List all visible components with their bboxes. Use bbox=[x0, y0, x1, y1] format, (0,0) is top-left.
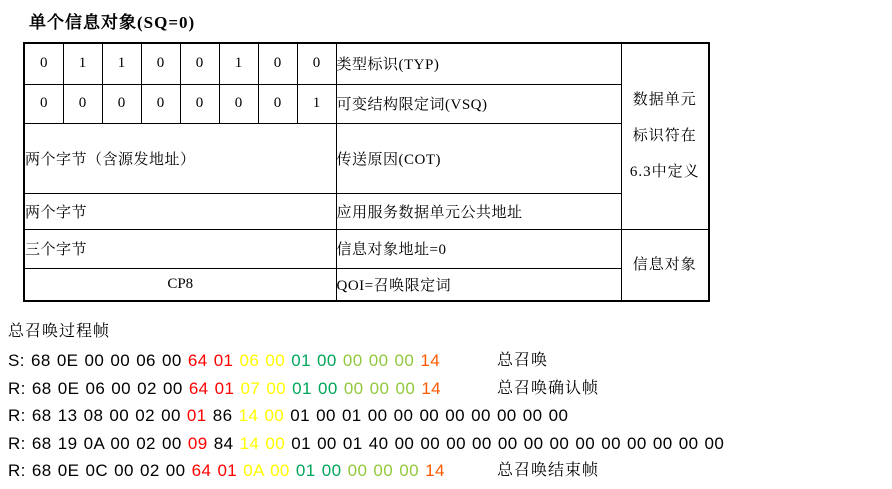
table-row-cot bbox=[24, 123, 709, 193]
table-row-qoi bbox=[24, 268, 709, 301]
hex-frame-line bbox=[8, 347, 888, 375]
hex-segment-black: S: 68 0E 00 00 06 00 bbox=[8, 351, 188, 370]
frame-log bbox=[8, 320, 888, 485]
hex-segment-black: R: 68 0E 06 00 02 00 bbox=[8, 378, 189, 398]
cot-label: 传送原因(COT) bbox=[336, 123, 621, 193]
vsq-bit-5: 0 bbox=[219, 84, 258, 123]
hex-segment-orange: 14 bbox=[421, 378, 442, 398]
hex-segment-red: 64 01 bbox=[188, 378, 241, 398]
typ-bit-3: 0 bbox=[141, 43, 180, 84]
information-object-note-line: 信息对象 bbox=[632, 256, 697, 273]
hex-frame-line bbox=[8, 375, 888, 403]
typ-bit-4: 0 bbox=[180, 43, 219, 84]
object-address-label: 信息对象地址=0 bbox=[336, 229, 621, 268]
typ-label: 类型标识(TYP) bbox=[336, 43, 621, 84]
hex-segment-black: R: 68 19 0A 00 02 00 bbox=[8, 433, 188, 453]
table-row-vsq bbox=[24, 84, 709, 123]
typ-bit-5: 1 bbox=[219, 43, 258, 84]
table-row-object-address bbox=[24, 229, 709, 268]
hex-segment-red: 64 01 bbox=[187, 351, 240, 370]
vsq-bit-6: 0 bbox=[258, 84, 297, 123]
hex-segment-yellow: 0A 00 bbox=[243, 461, 296, 480]
vsq-bit-4: 0 bbox=[180, 84, 219, 123]
information-object-note bbox=[621, 229, 709, 301]
frame-note: 总召唤结束帧 bbox=[497, 462, 600, 479]
vsq-bit-1: 0 bbox=[63, 84, 102, 123]
hex-segment-lightgreen: 00 00 00 bbox=[342, 351, 421, 370]
hex-segment-black: 01 00 01 40 00 00 00 00 00 00 00 00 00 00 00 00 00 bbox=[291, 433, 725, 453]
page-title: 单个信息对象(SQ=0) bbox=[29, 13, 196, 32]
common-address-label: 应用服务数据单元公共地址 bbox=[336, 193, 621, 229]
hex-segment-orange: 14 bbox=[420, 351, 441, 370]
hex-segment-red: 64 01 bbox=[191, 461, 244, 480]
hex-segment-black: 84 bbox=[213, 433, 240, 453]
common-address-bytes-cell: 两个字节 bbox=[24, 193, 336, 229]
hex-segment-yellow: 06 00 bbox=[239, 351, 292, 370]
hex-segment-yellow: 14 00 bbox=[239, 433, 292, 453]
hex-segment-black: 01 00 01 00 00 00 00 00 00 00 00 bbox=[290, 406, 569, 425]
hex-segment-lightgreen: 00 00 00 bbox=[347, 461, 426, 480]
data-unit-identifier-note bbox=[621, 43, 709, 229]
frame-note: 总召唤确认帧 bbox=[497, 379, 600, 397]
asdu-structure-table bbox=[23, 42, 710, 302]
frame-note: 总召唤 bbox=[497, 352, 549, 369]
hex-frame-line bbox=[8, 402, 888, 430]
hex-segment-red: 01 bbox=[186, 406, 213, 425]
hex-segment-black: R: 68 0E 0C 00 02 00 bbox=[8, 461, 192, 480]
data-unit-note-line-2: 标识符在 bbox=[632, 128, 697, 145]
table-row-typ bbox=[24, 43, 709, 84]
typ-bit-6: 0 bbox=[258, 43, 297, 84]
hex-segment-black: 86 bbox=[212, 406, 239, 425]
object-address-bytes-cell: 三个字节 bbox=[24, 229, 336, 268]
hex-frame-line bbox=[8, 457, 888, 485]
typ-bit-7: 0 bbox=[297, 43, 336, 84]
vsq-bit-7: 1 bbox=[297, 84, 336, 123]
typ-bit-0: 0 bbox=[24, 43, 63, 84]
vsq-bit-2: 0 bbox=[102, 84, 141, 123]
hex-segment-yellow: 14 00 bbox=[238, 406, 291, 425]
data-unit-note-line-3: 6.3中定义 bbox=[629, 164, 700, 181]
qoi-label: QOI=召唤限定词 bbox=[336, 268, 621, 301]
hex-segment-yellow: 07 00 bbox=[240, 378, 293, 398]
hex-segment-green: 01 00 bbox=[295, 461, 348, 480]
hex-segment-green: 01 00 bbox=[291, 351, 343, 370]
typ-bit-1: 1 bbox=[63, 43, 102, 84]
frame-log-heading: 总召唤过程帧 bbox=[8, 323, 111, 340]
data-unit-note-line-1: 数据单元 bbox=[632, 92, 697, 109]
cp8-cell: CP8 bbox=[24, 268, 336, 301]
vsq-bit-0: 0 bbox=[24, 84, 63, 123]
typ-bit-2: 1 bbox=[102, 43, 141, 84]
hex-segment-lightgreen: 00 00 00 bbox=[343, 378, 422, 398]
cot-bytes-cell: 两个字节（含源发地址） bbox=[24, 123, 336, 193]
hex-segment-red: 09 bbox=[187, 433, 214, 453]
hex-segment-black: R: 68 13 08 00 02 00 bbox=[8, 406, 187, 425]
vsq-label: 可变结构限定词(VSQ) bbox=[336, 84, 621, 123]
hex-segment-orange: 14 bbox=[425, 461, 445, 480]
vsq-bit-3: 0 bbox=[141, 84, 180, 123]
hex-frame-line bbox=[8, 430, 888, 458]
table-row-common-address bbox=[24, 193, 709, 229]
hex-frame-lines bbox=[8, 347, 888, 485]
hex-segment-green: 01 00 bbox=[292, 378, 344, 398]
